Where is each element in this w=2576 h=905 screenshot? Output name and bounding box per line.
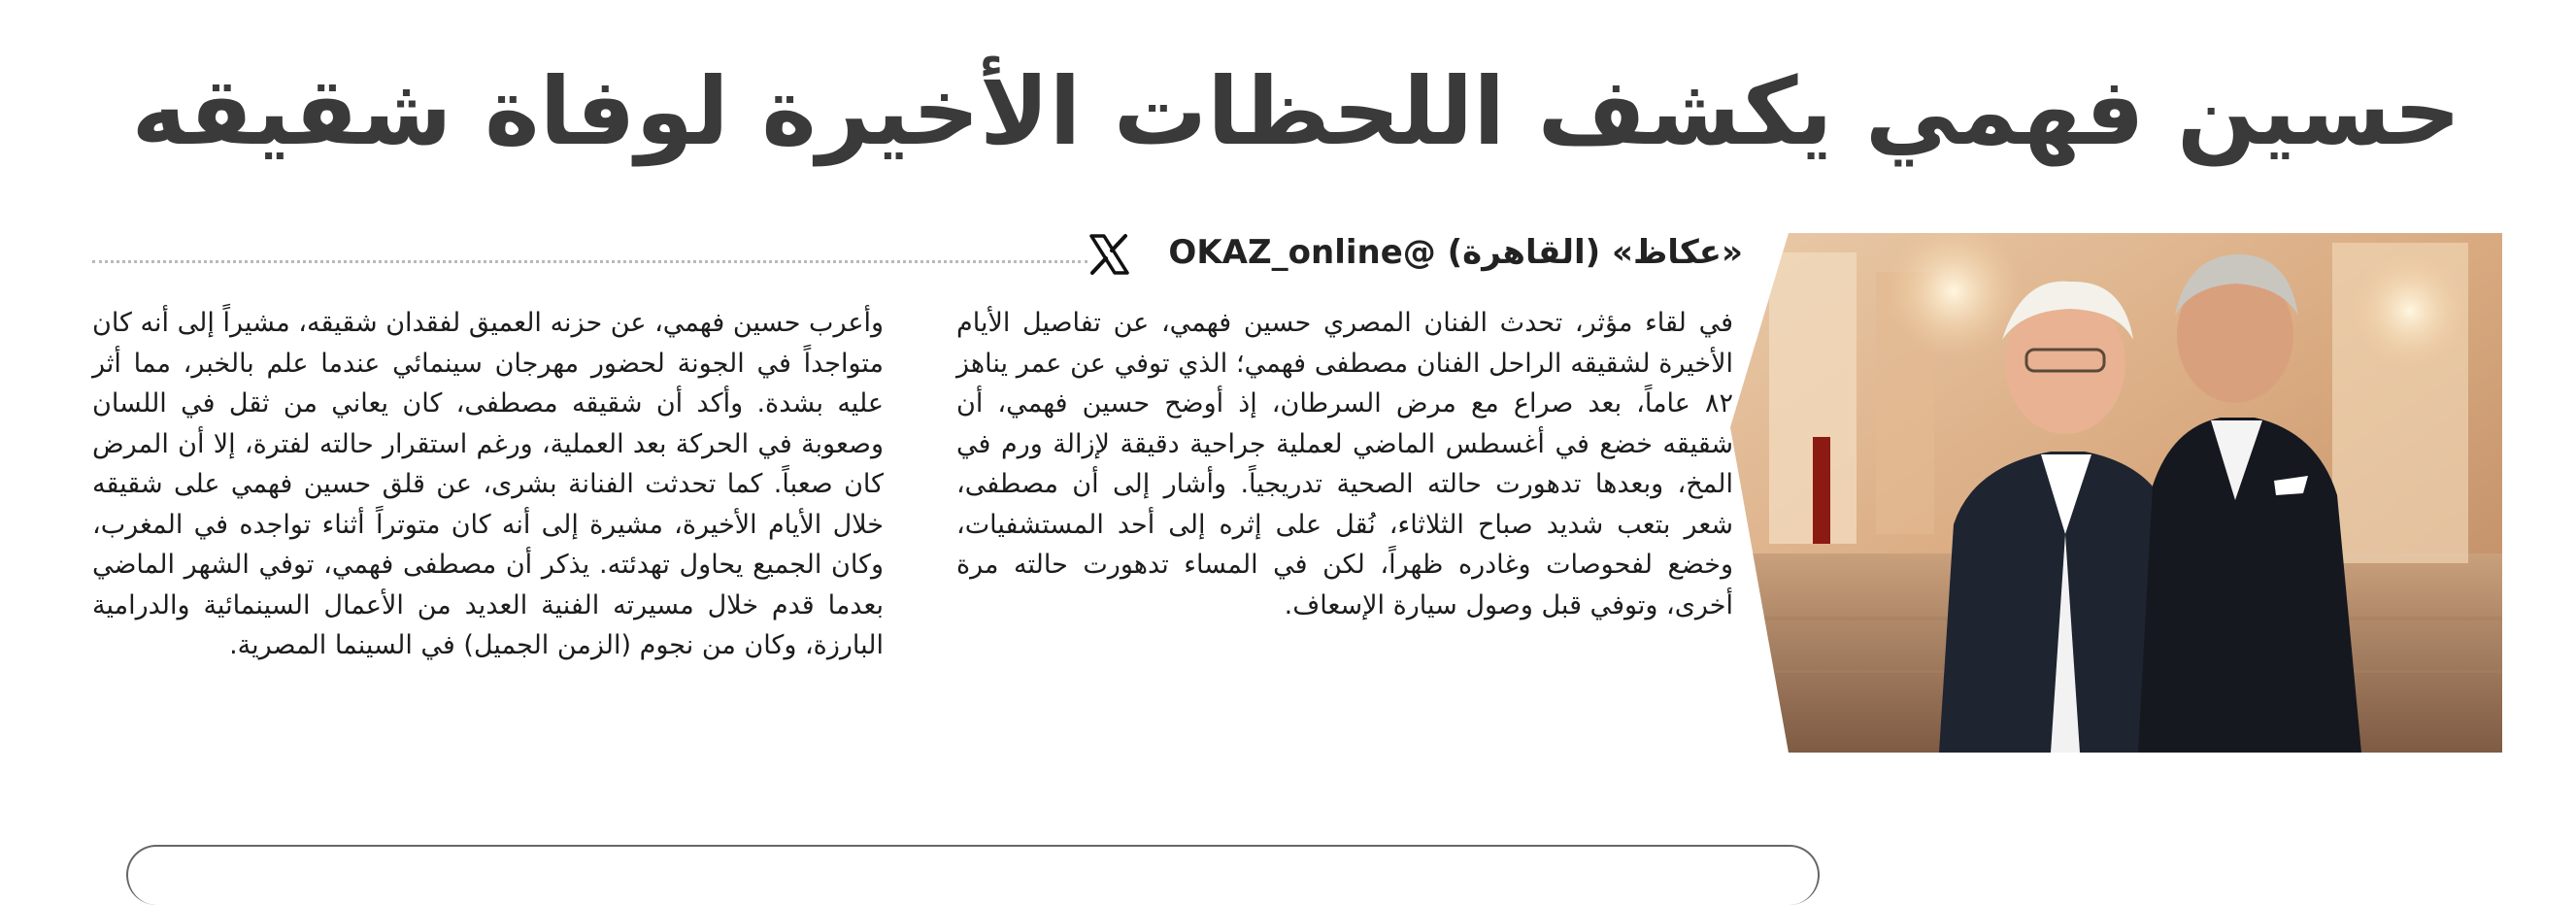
headline: حسين فهمي يكشف اللحظات الأخيرة لوفاة شقيقه [131,57,2461,166]
article-column-left: وأعرب حسين فهمي، عن حزنه العميق لفقدان شقيقه، مشيراً إلى أنه كان متواجداً في الجونة لحضور مهرجان سينمائي عندما علم بالخبر، مما أثر عليه بشدة. وأكد أن شقيقه مصطفى، كان يعاني من ثقل في اللسان وصعوبة في الحركة بعد العملية، ورغم استقرار حالته لفترة، إلا أن المرض كان صعباً. كما تحدثت الفنانة بشرى، عن قلق حسين فهمي على شقيقه خلال الأيام الأخيرة، مشيرة إلى أنه كان متوتراً أثناء تواجده في المغرب، وكان الجميع يحاول تهدئته. يذكر أن مصطفى فهمي، توفي الشهر الماضي بعدما قدم خلال مسيرته الفنية العديد من الأعمال السينمائية والدرامية البارزة، وكان من نجوم (الزمن الجميل) في السينما المصرية. [92,308,884,660]
next-section-frame [126,845,1820,905]
x-logo-icon [1086,231,1132,278]
article-column-right: في لقاء مؤثر، تحدث الفنان المصري حسين فهمي، عن تفاصيل الأيام الأخيرة لشقيقه الراحل الفنان مصطفى فهمي؛ الذي توفي عن عمر يناهز ٨٢ عاماً، بعد صراع مع مرض السرطان، إذ أوضح حسين فهمي، أن شقيقه خضع في أغسطس الماضي لعملية جراحية دقيقة لإزالة ورم في المخ، وبعدها تدهورت حالته الصحية تدريجياً. وأشار إلى أن مصطفى، شعر بتعب شديد صباح الثلاثاء، نُقل على إثره إلى أحد المستشفيات، وخضع لفحوصات وغادره ظهراً، لكن في المساء تدهورت حالته مرة أخرى، وتوفي قبل وصول سيارة الإسعاف. [956,308,1733,620]
byline: «عكاظ» (القاهرة) @OKAZ_online [1168,233,1743,272]
article-photo [1730,233,2502,753]
dotted-divider [92,260,1087,263]
